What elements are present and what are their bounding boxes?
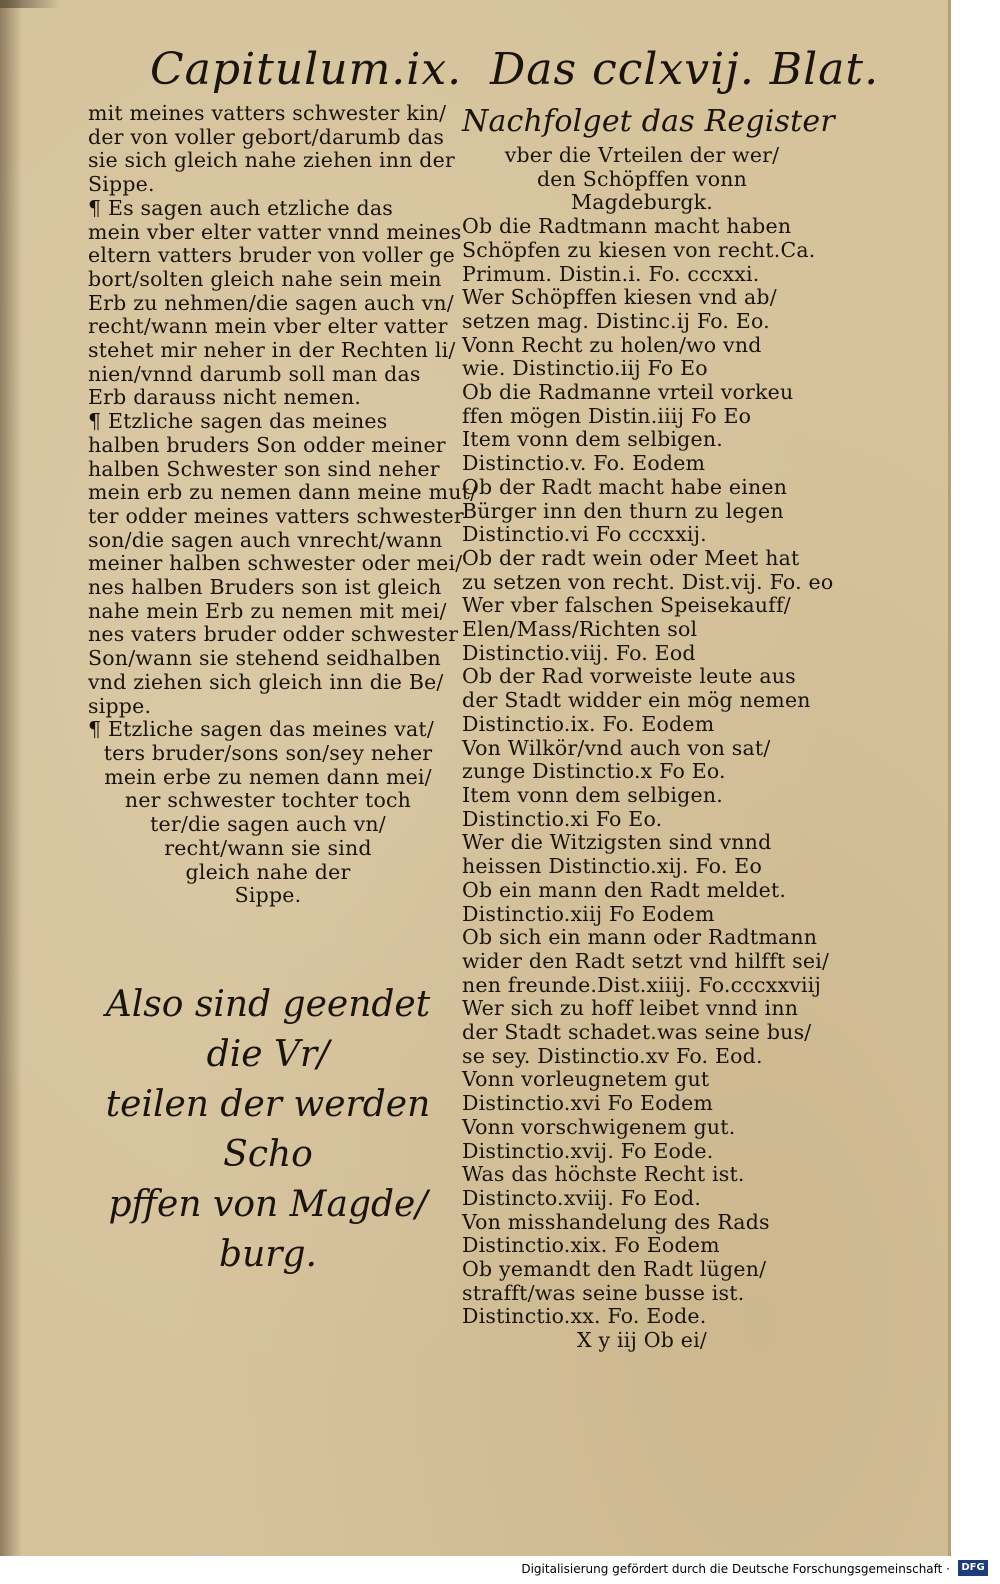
register-line: Ob der Radt macht habe einen bbox=[462, 474, 788, 499]
text-line: Sippe. bbox=[234, 883, 302, 908]
register-line: Ob ein mann den Radt meldet. bbox=[462, 877, 787, 902]
register-line: wie. Distinctio.iij Fo Eo bbox=[462, 356, 708, 381]
catchword-line: X y iij Ob ei/ bbox=[576, 1328, 708, 1353]
text-line: Erb zu nehmen/die sagen auch vn/ bbox=[88, 290, 454, 315]
register-line: Item vonn dem selbigen. bbox=[462, 782, 723, 807]
text-line: nahe mein Erb zu nemen mit mei/ bbox=[88, 598, 447, 623]
closing-heading bbox=[88, 980, 448, 1280]
text-line: eltern vatters bruder von voller ge bbox=[88, 243, 455, 268]
running-title-right: Das cclxvij. Blat. bbox=[490, 44, 880, 95]
register-line: Vonn vorleugnetem gut bbox=[462, 1067, 710, 1092]
register-line: Vonn Recht zu holen/wo vnd bbox=[462, 332, 762, 357]
register-line: Distinctio.viij. Fo. Eod bbox=[462, 640, 696, 665]
register-line: Ob die Radtmann macht haben bbox=[462, 214, 792, 239]
text-line: sie sich gleich nahe ziehen inn der bbox=[88, 148, 455, 173]
register-line: nen freunde.Dist.xiiij. Fo.cccxxviij bbox=[462, 972, 822, 997]
closing-line: teilen der werden Scho bbox=[105, 1084, 431, 1175]
register-line: Distinctio.xi Fo Eo. bbox=[462, 806, 663, 831]
text-line: Sippe. bbox=[88, 172, 155, 197]
text-line: recht/wann sie sind bbox=[164, 835, 372, 860]
closing-line: Also sind geendet die Vr/ bbox=[105, 984, 431, 1075]
register-line: Vonn vorschwigenem gut. bbox=[462, 1114, 736, 1139]
register-line: heissen Distinctio.xij. Fo. Eo bbox=[462, 854, 762, 879]
text-line: ner schwester tochter toch bbox=[124, 788, 412, 813]
register-line: Distinctio.xix. Fo Eodem bbox=[462, 1233, 720, 1258]
text-line: stehet mir neher in der Rechten li/ bbox=[88, 338, 456, 363]
register-line: Ob yemandt den Radt lügen/ bbox=[462, 1257, 767, 1282]
left-column bbox=[88, 101, 478, 908]
register-line: der Stadt widder ein mög nemen bbox=[462, 688, 811, 713]
register-line: Elen/Mass/Richten sol bbox=[462, 617, 698, 642]
text-line: mein erbe zu nemen dann mei/ bbox=[104, 764, 432, 789]
text-line: son/die sagen auch vnrecht/wann bbox=[88, 527, 443, 552]
register-line: Von Wilkör/vnd auch von sat/ bbox=[462, 735, 771, 760]
text-line: ¶ Etzliche sagen das meines vat/ bbox=[88, 717, 434, 742]
text-line: halben bruders Son odder meiner bbox=[88, 432, 446, 457]
text-line: mit meines vatters schwester kin/ bbox=[88, 101, 447, 125]
register-line: Primum. Distin.i. Fo. cccxxi. bbox=[462, 261, 760, 286]
running-title-left: Capitulum.ix. bbox=[150, 44, 463, 95]
register-line: strafft/was seine busse ist. bbox=[462, 1280, 745, 1305]
dfg-logo: DFG bbox=[958, 1560, 988, 1576]
closing-line: burg. bbox=[219, 1234, 317, 1275]
register-line: Von misshandelung des Rads bbox=[462, 1209, 770, 1234]
text-line: bort/solten gleich nahe sein mein bbox=[88, 266, 442, 291]
register-line: setzen mag. Distinc.ij Fo. Eo. bbox=[462, 308, 770, 333]
register-line: ffen mögen Distin.iiij Fo Eo bbox=[462, 403, 752, 428]
text-line: ter odder meines vatters schwester bbox=[88, 503, 464, 528]
register-line: Item vonn dem selbigen. bbox=[462, 427, 723, 452]
text-line: der von voller gebort/darumb das bbox=[88, 124, 445, 149]
register-line: Distinctio.xx. Fo. Eode. bbox=[462, 1304, 707, 1329]
register-subtitle: den Schöpffen vonn bbox=[536, 166, 748, 191]
text-line: nien/vnnd darumb soll man das bbox=[88, 361, 421, 386]
register-title: Nachfolget das Register bbox=[462, 104, 835, 139]
register-line: Distinctio.xvij. Fo Eode. bbox=[462, 1138, 714, 1163]
register-line: Ob die Radmanne vrteil vorkeu bbox=[462, 380, 794, 405]
register-line: Bürger inn den thurn zu legen bbox=[462, 498, 784, 523]
register-line: Distinctio.ix. Fo. Eodem bbox=[462, 711, 715, 736]
register-subtitle: Magdeburgk. bbox=[571, 190, 713, 215]
register-line: zu setzen von recht. Dist.vij. Fo. eo bbox=[462, 569, 834, 594]
register-line: Distinctio.vi Fo cccxxij. bbox=[462, 522, 707, 547]
register-line: Distinctio.xiij Fo Eodem bbox=[462, 901, 715, 926]
text-line: ters bruder/sons son/sey neher bbox=[103, 740, 433, 765]
closing-line: pffen von Magde/ bbox=[108, 1184, 428, 1225]
text-line: ¶ Etzliche sagen das meines bbox=[88, 409, 388, 434]
text-line: ter/die sagen auch vn/ bbox=[150, 812, 386, 837]
text-line: meiner halben schwester oder mei/ bbox=[88, 551, 463, 576]
text-line: sippe. bbox=[88, 693, 152, 718]
text-line: Son/wann sie stehend seidhalben bbox=[88, 646, 441, 671]
register-line: Ob sich ein mann oder Radtmann bbox=[462, 925, 818, 950]
register-line: Wer vber falschen Speisekauff/ bbox=[462, 593, 791, 618]
register-line: wider den Radt setzt vnd hilfft sei/ bbox=[462, 948, 830, 973]
register-line: Was das höchste Recht ist. bbox=[462, 1162, 745, 1187]
text-line: nes halben Bruders son ist gleich bbox=[88, 575, 442, 600]
register-subtitle: vber die Vrteilen der wer/ bbox=[504, 143, 780, 167]
text-line: vnd ziehen sich gleich inn die Be/ bbox=[88, 669, 444, 694]
register-line: Wer die Witzigsten sind vnnd bbox=[462, 830, 772, 855]
text-line: nes vaters bruder odder schwester bbox=[88, 622, 459, 647]
text-line: mein vber elter vatter vnnd meines bbox=[88, 219, 462, 244]
right-column bbox=[462, 102, 835, 1353]
register-line: Wer sich zu hoff leibet vnnd inn bbox=[462, 996, 799, 1021]
register-line: Wer Schöpffen kiesen vnd ab/ bbox=[462, 285, 777, 310]
text-line: gleich nahe der bbox=[185, 859, 351, 884]
register-line: Distinctio.xvi Fo Eodem bbox=[462, 1091, 714, 1116]
register-line: zunge Distinctio.x Fo Eo. bbox=[462, 759, 726, 784]
text-line: halben Schwester son sind neher bbox=[88, 456, 440, 481]
register-line: Distinctio.v. Fo. Eodem bbox=[462, 451, 706, 476]
register-line: Ob der Rad vorweiste leute aus bbox=[462, 664, 796, 689]
funding-credit: Digitalisierung gefördert durch die Deutsche Forschungsgemeinschaft · bbox=[521, 1562, 950, 1576]
footer-bar bbox=[0, 1556, 1000, 1584]
register-line: Schöpfen zu kiesen von recht.Ca. bbox=[462, 237, 816, 262]
text-line: ¶ Es sagen auch etzliche das bbox=[88, 195, 393, 220]
spine-shadow bbox=[0, 0, 22, 1556]
register-line: Ob der radt wein oder Meet hat bbox=[462, 545, 800, 570]
text-line: recht/wann mein vber elter vatter bbox=[88, 314, 448, 339]
register-line: der Stadt schadet.was seine bus/ bbox=[462, 1020, 812, 1045]
register-line: Distincto.xviij. Fo Eod. bbox=[462, 1185, 702, 1210]
text-line: mein erb zu nemen dann meine mut/ bbox=[88, 480, 478, 505]
register-line: se sey. Distinctio.xv Fo. Eod. bbox=[462, 1043, 763, 1068]
text-line: Erb darauss nicht nemen. bbox=[88, 385, 362, 410]
corner-mark bbox=[0, 0, 60, 8]
